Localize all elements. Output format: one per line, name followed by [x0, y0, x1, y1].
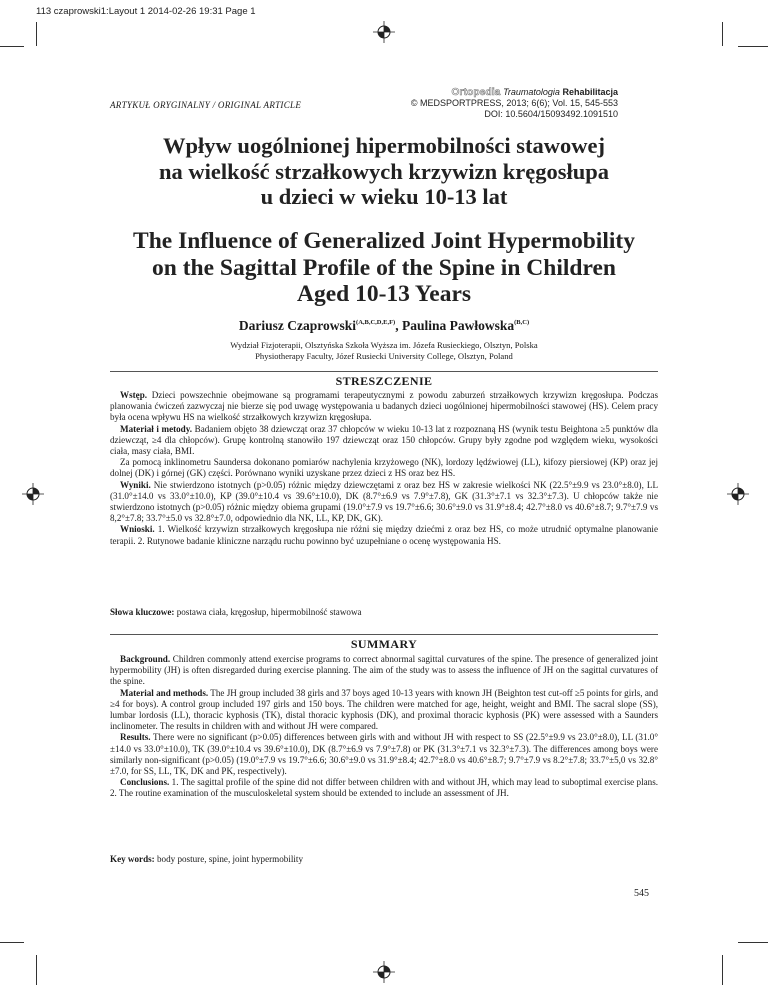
title-polish-line: Wpływ uogólnionej hipermobilności stawowej: [163, 133, 605, 158]
title-english-line: on the Sagittal Profile of the Spine in Children: [152, 254, 616, 281]
affiliation: [100, 340, 668, 362]
crop-mark-top-right-v: [722, 22, 723, 46]
journal-name-rehabilitacja: Rehabilitacja: [562, 87, 618, 97]
crop-mark-bottom-left-v: [36, 955, 37, 985]
abstract-label: Wstęp.: [120, 390, 148, 400]
journal-name-traumatologia: Traumatologia: [503, 87, 560, 97]
printer-slug: 113 czaprowski1:Layout 1 2014-02-26 19:31 Page 1: [36, 6, 256, 17]
abstract-label: Materiał i metody.: [120, 423, 193, 434]
registration-mark-right: [727, 483, 749, 505]
keywords-polish: [110, 607, 658, 617]
abstract-text: Badaniem objęto 38 dziewcząt oraz 37 chłopców w wieku 10-13 lat z rozpoznaną HS (wynik testu Beightona ≥5 punktów dla dziewcząt, ≥4 dla chłopców). Grupę kontrolną stanowiło 197 dziewcząt oraz 150 chłopców. Grupy były zgodne pod względem wieku, wysokości ciała, masy ciała, BMI.: [110, 423, 659, 457]
title-english-line: The Influence of Generalized Joint Hypermobility: [133, 228, 635, 254]
registration-mark-bottom: [373, 961, 395, 983]
crop-mark-top-right-h: [738, 46, 768, 47]
keywords-text: body posture, spine, joint hypermobility: [154, 854, 303, 864]
abstract-label: Conclusions.: [120, 777, 170, 788]
abstract-paragraph: [110, 480, 658, 525]
summary-heading: SUMMARY: [350, 637, 418, 651]
journal-name: [411, 87, 618, 98]
abstract-paragraph: [110, 524, 658, 546]
journal-copyright: © MEDSPORTPRESS, 2013; 6(6); Vol. 15, 545-553: [410, 98, 618, 108]
abstract-paragraph: [110, 654, 658, 688]
abstract-paragraph: [110, 688, 658, 733]
title-polish-line: na wielkość strzałkowych krzywizn kręgosłupa: [159, 158, 609, 184]
title-english-line: Aged 10-13 Years: [296, 281, 472, 307]
affiliation-line: Wydział Fizjoterapii, Olsztyńska Szkoła Wyższa im. Józefa Rusieckiego, Olsztyn, Polska: [230, 340, 538, 350]
journal-name-ortopedia: Ortopedia: [451, 87, 501, 98]
abstract-text: Dzieci powszechnie obejmowane są programami terapeutycznymi z powodu zaburzeń strzałkowych krzywizn kręgosłupa. Podczas planowania ćwiczeń zazwyczaj nie bierze się pod uwagę występowania u badanych dzieci uogólnionej hipermobilności stawowej (HS). Celem pracy była ocena wpływu HS na wielkość strzałkowych krzywizn kręgosłupa.: [110, 390, 658, 423]
keywords-text: postawa ciała, kręgosłup, hipermobilność stawowa: [174, 607, 362, 617]
author-contribution: (A,B,C,D,E,F): [356, 319, 396, 326]
title-polish: [100, 133, 668, 210]
abstract-label: Background.: [120, 654, 171, 664]
keywords-label: Key words:: [110, 854, 155, 864]
crop-mark-bottom-right-h: [738, 942, 768, 943]
author-name: Dariusz Czaprowski: [238, 318, 357, 333]
abstract-text: 1. The sagittal profile of the spine did not differ between children with and without JH, which may lead to suboptimal exercise plans. 2. The routine examination of the musculoskeletal system should be extended to include an assessment of JH.: [110, 777, 658, 799]
author-separator: ,: [395, 318, 402, 333]
journal-header: [411, 87, 618, 120]
title-english: [100, 228, 668, 308]
journal-doi: DOI: 10.5604/15093492.1091510: [484, 109, 618, 119]
abstract-label: Results.: [120, 732, 151, 743]
title-polish-line: u dzieci w wieku 10-13 lat: [260, 184, 508, 209]
abstract-paragraph: [110, 390, 658, 424]
abstract-label: Wnioski.: [120, 524, 155, 535]
abstract-paragraph: [110, 457, 658, 479]
crop-mark-top-left-h: [0, 46, 24, 47]
section-rule: [110, 371, 658, 372]
abstract-text: Nie stwierdzono istotnych (p>0.05) różnic między dziewczętami z oraz bez HS w zakresie wielkości NK (22.5°±9.9 vs 23.0°±8.0), LL (31.0°±14.0 vs 33.0°±10.0), KP (39.0°±10.4 vs 39.6°±10.0), DK (8.7°±6.9 vs 7.9°±7.8), GK (31.3°±7.1 vs 32.3°±7.3). U chłopców także nie stwierdzono istotnych (p>0.05) różnic między obiema grupami (19.0°±7.9 vs 19.7°±6.6; 30.6°±9.0 vs 31.9°±8.4; 42.7°±8.0 vs 40.6°±8.7; 9.7°±7.9 vs 8,2°±7.8; 33.7°±5.0 vs 32.8°±7.0, odpowiednio dla NK, LL, KP, DK, GK).: [110, 479, 658, 524]
author-contribution: (B,C): [514, 319, 530, 326]
abstract-text: There were no significant (p>0.05) differences between girls with and without JH with respect to SS (22.5°±9.9 vs 23.0°±8.0), LL (31.0°±14.0 vs 33.0°±10.0), TK (39.0°±10.4 vs 39.6°±10.0), DK (8.7°±6.9 vs 7.9°±7.8) or PK (31.3°±7.1 vs 32.3°±7.3). The differences among boys were similarly non-significant (p>0.05) (19.0°±7.9 vs 19.7°±6.6; 30.6°±9.0 vs 31.9°±8.4; 42.7°±8.0 vs 40.6°±8.7; 9.7°±7.9 vs 8.2°±7.8; 33.7°±5,0 vs 32.8°±7.0, for SS, LL, TK, DK and PK, respectively).: [110, 732, 658, 777]
keywords-label: Słowa kluczowe:: [110, 607, 175, 617]
abstract-text: Children commonly attend exercise programs to correct abnormal sagittal curvatures of the spine. The presence of generalized joint hypermobility (JH) is often disregarded during exercise planning. The aim of the study was to assess the influence of JH on the sagittal curvatures of the spine.: [110, 654, 658, 687]
abstract-paragraph: [110, 732, 658, 777]
abstract-label: Wyniki.: [120, 479, 151, 490]
crop-mark-bottom-right-v: [722, 955, 723, 985]
abstract-text: The JH group included 38 girls and 37 boys aged 10-13 years with known JH (Beighton test cut-off ≥5 points for girls, and ≥4 for boys). A control group included 197 girls and 150 boys. The children were matched for age, height, weight and BMI. The sacral slope (SS), lumbar lordosis (LL), thoracic kyphosis (TK), distal thoracic kyphosis (DK), and proximal thoracic kyphosis (PK) were assessed with a Saunders inclinometer. The results in children with and without JH were compared.: [110, 687, 658, 732]
section-rule: [110, 634, 658, 635]
abstract-text: Za pomocą inklinometru Saundersa dokonano pomiarów nachylenia krzyżowego (NK), lordozy lędźwiowej (LL), kifozy piersiowej (KP) oraz jej dolnej (DK) i górnej (GK) części. Porównano wyniki uzyskane przez dzieci z HS oraz bez HS.: [110, 457, 658, 479]
summary-body: [110, 654, 658, 800]
crop-mark-bottom-left-h: [0, 942, 24, 943]
authors: [100, 318, 668, 334]
article-type: ARTYKUŁ ORYGINALNY / ORIGINAL ARTICLE: [110, 100, 302, 110]
affiliation-line: Physiotherapy Faculty, Józef Rusiecki University College, Olsztyn, Poland: [255, 351, 513, 361]
abstract-paragraph: [110, 777, 658, 799]
abstract-paragraph: [110, 424, 658, 458]
registration-mark-top: [373, 21, 395, 43]
author-name: Paulina Pawłowska: [401, 318, 515, 333]
registration-mark-left: [22, 483, 44, 505]
crop-mark-top-left-v: [36, 22, 37, 46]
keywords-english: [110, 854, 658, 864]
abstract-text: 1. Wielkość krzywizn strzałkowych kręgosłupa nie różni się między dziećmi z oraz bez HS, co może utrudnić optymalne planowanie terapii. 2. Rutynowe badanie kliniczne narządu ruchu powinno być uzupełniane o ocenę występowania HS.: [110, 524, 658, 546]
page-number: 545: [634, 888, 649, 899]
abstract-label: Material and methods.: [120, 687, 209, 698]
streszczenie-body: [110, 390, 658, 547]
streszczenie-heading: STRESZCZENIE: [335, 374, 433, 388]
